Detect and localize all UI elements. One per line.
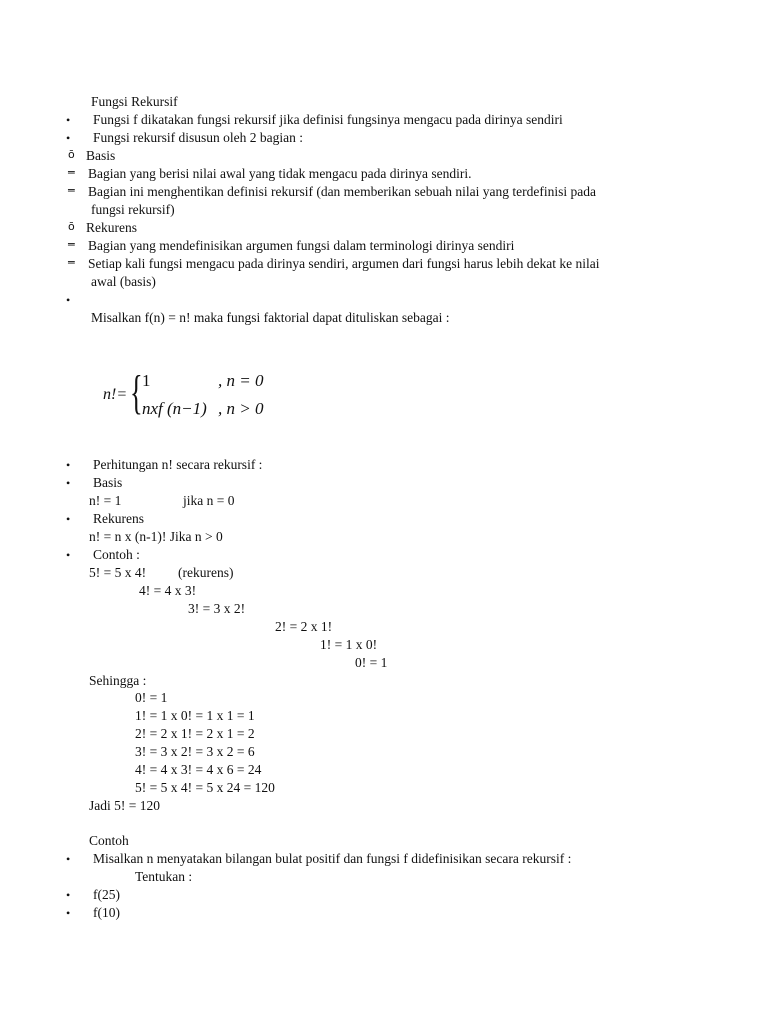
formula-case2-value: nxf (n−1): [142, 399, 207, 418]
bullet-icon: •: [66, 458, 71, 472]
bullet-icon: •: [66, 852, 71, 866]
doc-title: Fungsi Rekursif: [91, 94, 178, 109]
rekurens-heading: Rekurens: [86, 220, 137, 235]
rekurens-equation: n! = n x (n-1)! Jika n > 0: [89, 529, 223, 544]
basis-label: Basis: [93, 475, 123, 490]
example-line-4: 4! = 4 x 3!: [139, 583, 197, 598]
sub-bullet-icon: ═: [68, 238, 75, 251]
result-line-1: 1! = 1 x 0! = 1 x 1 = 1: [135, 708, 255, 723]
sub-bullet-icon: ō: [68, 148, 75, 161]
bullet-icon: •: [66, 548, 71, 562]
misalkan-text: Misalkan f(n) = n! maka fungsi faktorial dapat dituliskan sebagai :: [91, 310, 450, 325]
sub-bullet-icon: ō: [68, 220, 75, 233]
basis-heading: Basis: [86, 148, 116, 163]
contoh-label: Contoh :: [93, 547, 140, 562]
example-line-3: 3! = 3 x 2!: [188, 601, 246, 616]
task-f10: f(10): [93, 905, 120, 920]
sub-bullet-icon: ═: [68, 166, 75, 179]
example-line-2: 2! = 2 x 1!: [275, 619, 333, 634]
sehingga-label: Sehingga :: [89, 673, 147, 688]
sub-bullet-icon: ═: [68, 184, 75, 197]
contoh2-heading: Contoh: [89, 833, 129, 848]
result-line-2: 2! = 2 x 1! = 2 x 1 = 2: [135, 726, 255, 741]
sub-bullet-icon: ═: [68, 256, 75, 269]
rekurens-desc-1: Bagian yang mendefinisikan argumen fungsi dalam terminologi dirinya sendiri: [88, 238, 515, 253]
formula-case1-condition: , n = 0: [218, 371, 264, 390]
bullet-icon: •: [66, 906, 71, 920]
basis-desc-2-cont: fungsi rekursif): [91, 202, 175, 217]
result-line-4: 4! = 4 x 3! = 4 x 6 = 24: [135, 762, 262, 777]
result-line-5: 5! = 5 x 4! = 5 x 24 = 120: [135, 780, 275, 795]
example-line-0: 0! = 1: [355, 655, 388, 670]
basis-desc-1: Bagian yang berisi nilai awal yang tidak mengacu pada dirinya sendiri.: [88, 166, 472, 181]
formula-case1-value: 1: [142, 371, 151, 390]
example-line-1: 1! = 1 x 0!: [320, 637, 378, 652]
basis-equation: n! = 1: [89, 493, 122, 508]
bullet-icon: •: [66, 888, 71, 902]
jadi-text: Jadi 5! = 120: [89, 798, 160, 813]
definition-text: Fungsi f dikatakan fungsi rekursif jika definisi fungsinya mengacu pada dirinya sendiri: [93, 112, 563, 127]
result-line-0: 0! = 1: [135, 690, 168, 705]
example-note: (rekurens): [178, 565, 234, 580]
rekurens-desc-2: Setiap kali fungsi mengacu pada dirinya sendiri, argumen dari fungsi harus lebih dekat ke nilai: [88, 256, 600, 271]
bullet-icon: •: [66, 512, 71, 526]
formula-lhs: n!=: [103, 386, 128, 403]
perhitungan-text: Perhitungan n! secara rekursif :: [93, 457, 263, 472]
task-f25: f(25): [93, 887, 120, 902]
result-line-3: 3! = 3 x 2! = 3 x 2 = 6: [135, 744, 255, 759]
formula-case2-condition: , n > 0: [218, 399, 264, 418]
rekurens-desc-2-cont: awal (basis): [91, 274, 156, 289]
rekurens-label: Rekurens: [93, 511, 144, 526]
bullet-icon: •: [66, 131, 71, 145]
basis-condition: jika n = 0: [183, 493, 235, 508]
bullet-icon: •: [66, 476, 71, 490]
basis-desc-2: Bagian ini menghentikan definisi rekursif (dan memberikan sebuah nilai yang terdefinisi pada: [88, 184, 596, 199]
left-brace-icon: {: [130, 366, 143, 419]
bullet-icon: •: [66, 293, 71, 307]
bullet-icon: •: [66, 113, 71, 127]
example-line-5: 5! = 5 x 4!: [89, 565, 147, 580]
factorial-formula: [100, 365, 280, 425]
parts-text: Fungsi rekursif disusun oleh 2 bagian :: [93, 130, 303, 145]
tentukan-text: Tentukan :: [135, 869, 193, 884]
misalkan2-text: Misalkan n menyatakan bilangan bulat positif dan fungsi f didefinisikan secara rekursif :: [93, 851, 572, 866]
